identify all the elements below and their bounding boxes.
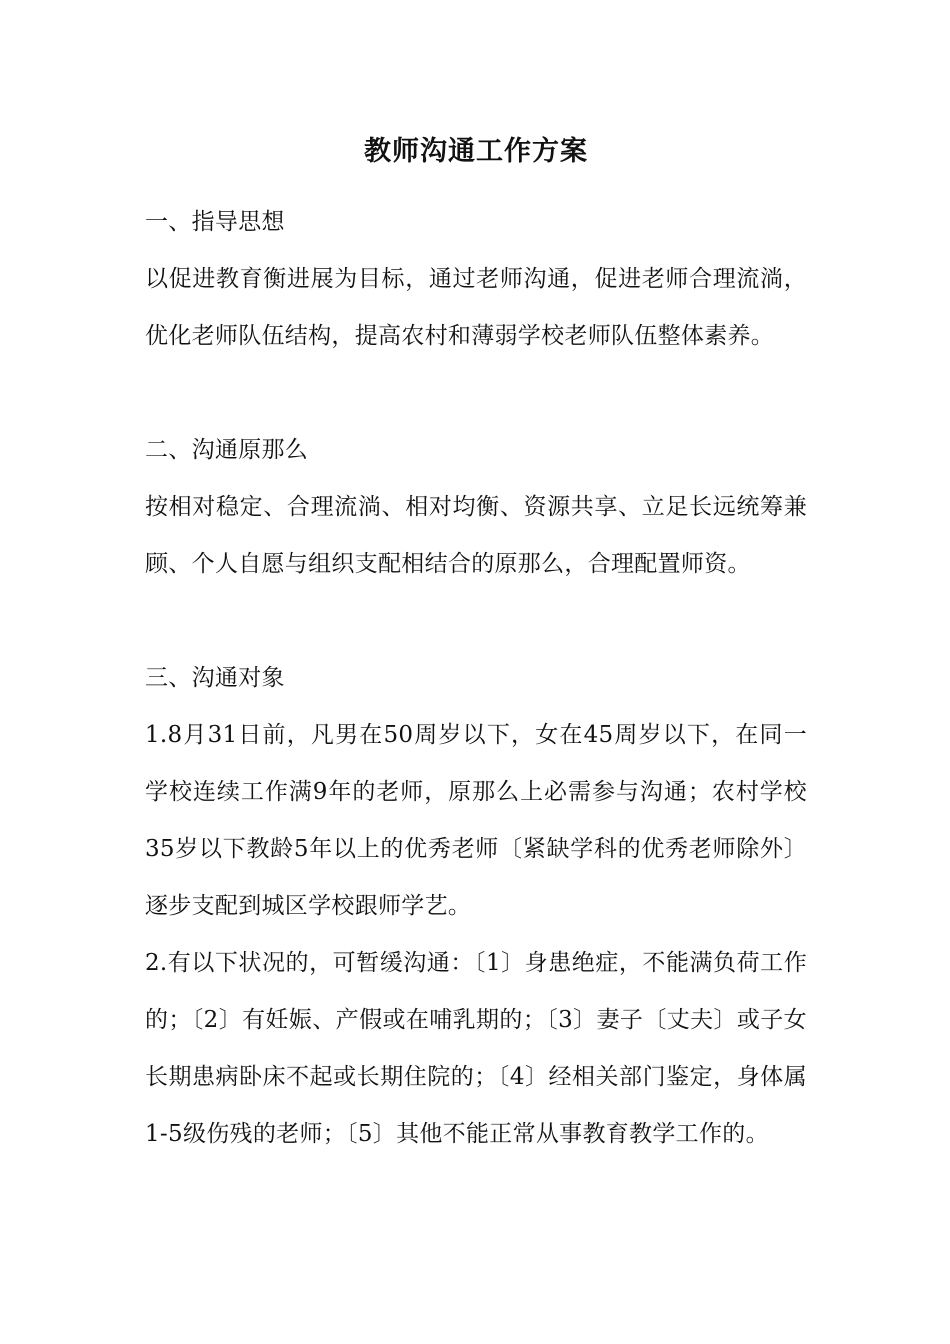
section-heading-guiding-thought: 一、指导思想 — [145, 209, 285, 235]
section-paragraph-targets-1: 1.8月31日前，凡男在50周岁以下，女在45周岁以下，在同一学校连续工作满9年的老师，原那么上必需参与沟通；农村学校35岁以下教龄5年以上的优秀老师〔紧缺学科的优秀老师除外〕逐步支配到城区学校跟师学艺。 — [145, 722, 807, 919]
document-title: 教师沟通工作方案 — [364, 136, 588, 167]
section-paragraph-targets-2: 2.有以下状况的，可暂缓沟通：〔1〕身患绝症，不能满负荷工作的；〔2〕有妊娠、产假或在哺乳期的；〔3〕妻子〔丈夫〕或子女长期患病卧床不起或长期住院的；〔4〕经相关部门鉴定，身体属1-5级伤残的老师；〔5〕其他不能正常从事教育教学工作的。 — [145, 950, 807, 1147]
section-paragraph-principles: 按相对稳定、合理流淌、相对均衡、资源共享、立足长远统筹兼顾、个人自愿与组织支配相结合的原那么，合理配置师资。 — [145, 494, 807, 577]
section-paragraph-guiding-thought: 以促进教育衡进展为目标，通过老师沟通，促进老师合理流淌，优化老师队伍结构，提高农村和薄弱学校老师队伍整体素养。 — [145, 266, 807, 349]
section-heading-principles: 二、沟通原那么 — [145, 437, 309, 463]
section-heading-targets: 三、沟通对象 — [145, 665, 285, 691]
